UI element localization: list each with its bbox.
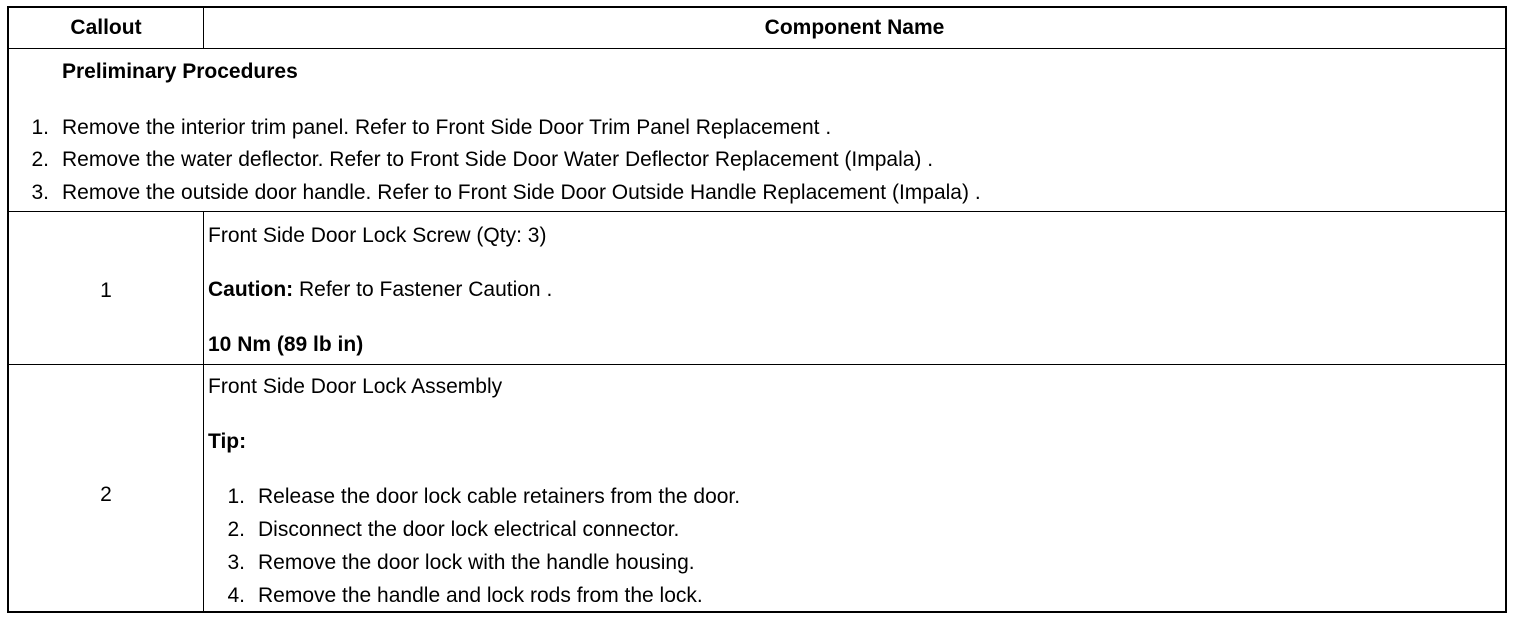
procedure-table — [7, 6, 1507, 613]
tip-text: Remove the handle and lock rods from the lock. — [258, 584, 703, 607]
step-number: 2. — [31, 148, 49, 171]
row-1-divider — [9, 364, 1505, 365]
row-2-tip-label: Tip: — [208, 430, 247, 453]
header-callout: Callout — [70, 16, 142, 39]
preliminary-divider — [9, 211, 1505, 212]
tip-text: Disconnect the door lock electrical connector. — [258, 518, 680, 541]
preliminary-heading: Preliminary Procedures — [62, 60, 298, 83]
tip-number: 3. — [227, 551, 245, 574]
step-number: 1. — [31, 116, 49, 139]
step-text: Remove the interior trim panel. Refer to Front Side Door Trim Panel Replacement . — [62, 116, 832, 139]
header-divider — [9, 48, 1505, 49]
row-2-component-name: Front Side Door Lock Assembly — [208, 375, 503, 398]
row-2-callout: 2 — [100, 483, 112, 506]
caution-text: Refer to Fastener Caution . — [293, 278, 553, 301]
row-1-caution — [208, 278, 552, 302]
row-1-torque: 10 Nm (89 lb in) — [208, 333, 364, 356]
caution-label: Caution: — [208, 278, 294, 301]
step-number: 3. — [31, 181, 49, 204]
tip-number: 2. — [227, 518, 245, 541]
tip-number: 1. — [227, 485, 245, 508]
tip-text: Remove the door lock with the handle housing. — [258, 551, 695, 574]
header-component-name: Component Name — [764, 16, 945, 39]
column-divider-rows — [203, 211, 204, 613]
row-1-callout: 1 — [100, 279, 112, 302]
step-text: Remove the water deflector. Refer to Front Side Door Water Deflector Replacement (Impala) . — [62, 148, 934, 171]
tip-number: 4. — [227, 584, 245, 607]
tip-text: Release the door lock cable retainers from the door. — [258, 485, 741, 508]
step-text: Remove the outside door handle. Refer to Front Side Door Outside Handle Replacement (Impala) . — [62, 181, 981, 204]
row-1-component-name: Front Side Door Lock Screw (Qty: 3) — [208, 224, 547, 247]
